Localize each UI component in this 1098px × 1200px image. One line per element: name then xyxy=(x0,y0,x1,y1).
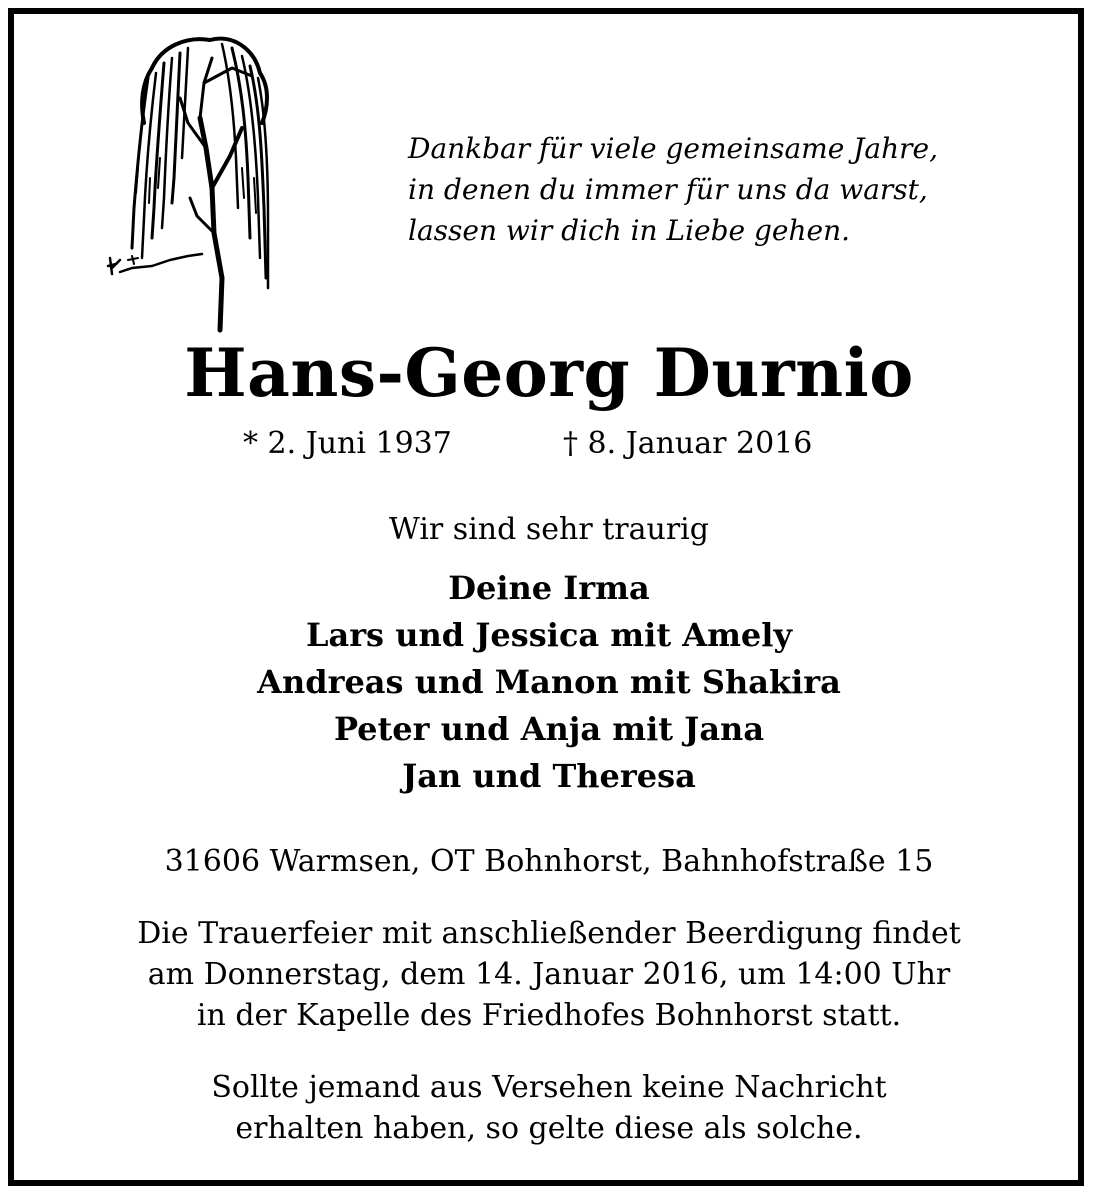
family-member: Jan und Theresa xyxy=(402,757,696,795)
family-member: Lars und Jessica mit Amely xyxy=(305,616,793,654)
family-member: Deine Irma xyxy=(448,569,650,607)
funeral-details xyxy=(0,913,1098,1036)
family-list xyxy=(0,565,1098,800)
funeral-line: Die Trauerfeier mit anschließender Beerdigung findet xyxy=(137,916,961,951)
family-member: Peter und Anja mit Jana xyxy=(333,710,765,748)
funeral-line: am Donnerstag, dem 14. Januar 2016, um 14:00 Uhr xyxy=(147,957,951,992)
death-date: † 8. Januar 2016 xyxy=(563,426,813,461)
quote-line: in denen du immer für uns da warst, xyxy=(408,173,928,206)
quote-line: Dankbar für viele gemeinsame Jahre, xyxy=(408,132,938,165)
address-line: 31606 Warmsen, OT Bohnhorst, Bahnhofstraße 15 xyxy=(164,844,934,879)
life-dates xyxy=(0,422,1098,466)
memorial-quote xyxy=(408,128,1048,251)
family-address xyxy=(0,840,1098,884)
notification-disclaimer xyxy=(0,1067,1098,1149)
birth-date: * 2. Juni 1937 xyxy=(243,426,452,461)
mourning-statement: Wir sind sehr traurig xyxy=(389,512,709,547)
quote-line: lassen wir dich in Liebe gehen. xyxy=(408,214,851,247)
funeral-line: in der Kapelle des Friedhofes Bohnhorst statt. xyxy=(196,998,902,1033)
weeping-willow-icon xyxy=(92,28,282,333)
family-member: Andreas und Manon mit Shakira xyxy=(257,663,841,701)
deceased-name: Hans-Georg Durnio xyxy=(184,334,914,412)
notice-line: Sollte jemand aus Versehen keine Nachricht xyxy=(211,1070,887,1105)
notice-line: erhalten haben, so gelte diese als solche. xyxy=(235,1111,863,1146)
